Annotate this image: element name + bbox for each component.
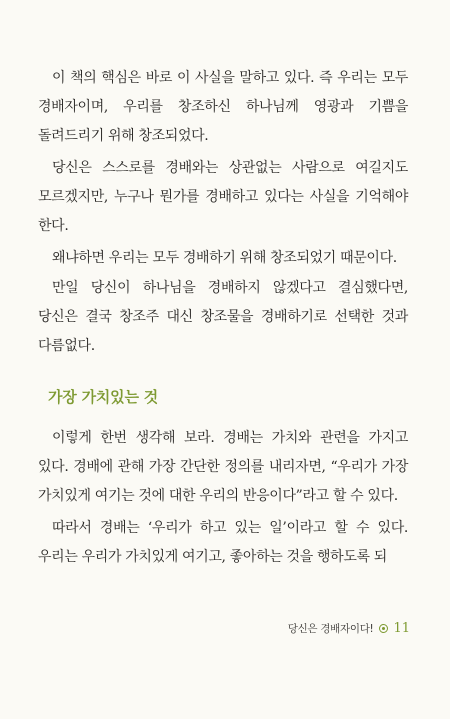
body-paragraph: 이렇게 한번 생각해 보라. 경배는 가치와 관련을 가지고 있다. 경배에 관해 가장 간단한 정의를 내리자면, “우리가 가장 가치있게 여기는 것에 대한 우리의 반응이다”라고 할 수 있다. xyxy=(38,430,408,504)
circle-bullet-icon xyxy=(379,624,388,633)
running-title: 당신은 경배자이다! xyxy=(287,623,374,635)
page-footer xyxy=(262,621,410,636)
body-paragraph: 왜냐하면 우리는 모두 경배하기 위해 창조되었기 때문이다. xyxy=(52,250,397,266)
page-number: 11 xyxy=(393,621,410,636)
section-heading: 가장 가치있는 것 xyxy=(48,388,159,406)
body-paragraph: 따라서 경배는 ‘우리가 하고 있는 일’이라고 할 수 있다. 우리는 우리가 가치있게 여기고, 좋아하는 것을 행하도록 되 xyxy=(38,520,408,565)
body-paragraph: 이 책의 핵심은 바로 이 사실을 말하고 있다. 즉 우리는 모두 경배자이며, 우리를 창조하신 하나님께 영광과 기쁨을 돌려드리기 위해 창조되었다. xyxy=(38,70,408,144)
body-paragraph: 만일 당신이 하나님을 경배하지 않겠다고 결심했다면, 당신은 결국 창조주 대신 창조물을 경배하기로 선택한 것과 다름없다. xyxy=(38,280,408,354)
body-paragraph: 당신은 스스로를 경배와는 상관없는 사람으로 여길지도 모르겠지만, 누구나 뭔가를 경배하고 있다는 사실을 기억해야 한다. xyxy=(38,160,408,234)
